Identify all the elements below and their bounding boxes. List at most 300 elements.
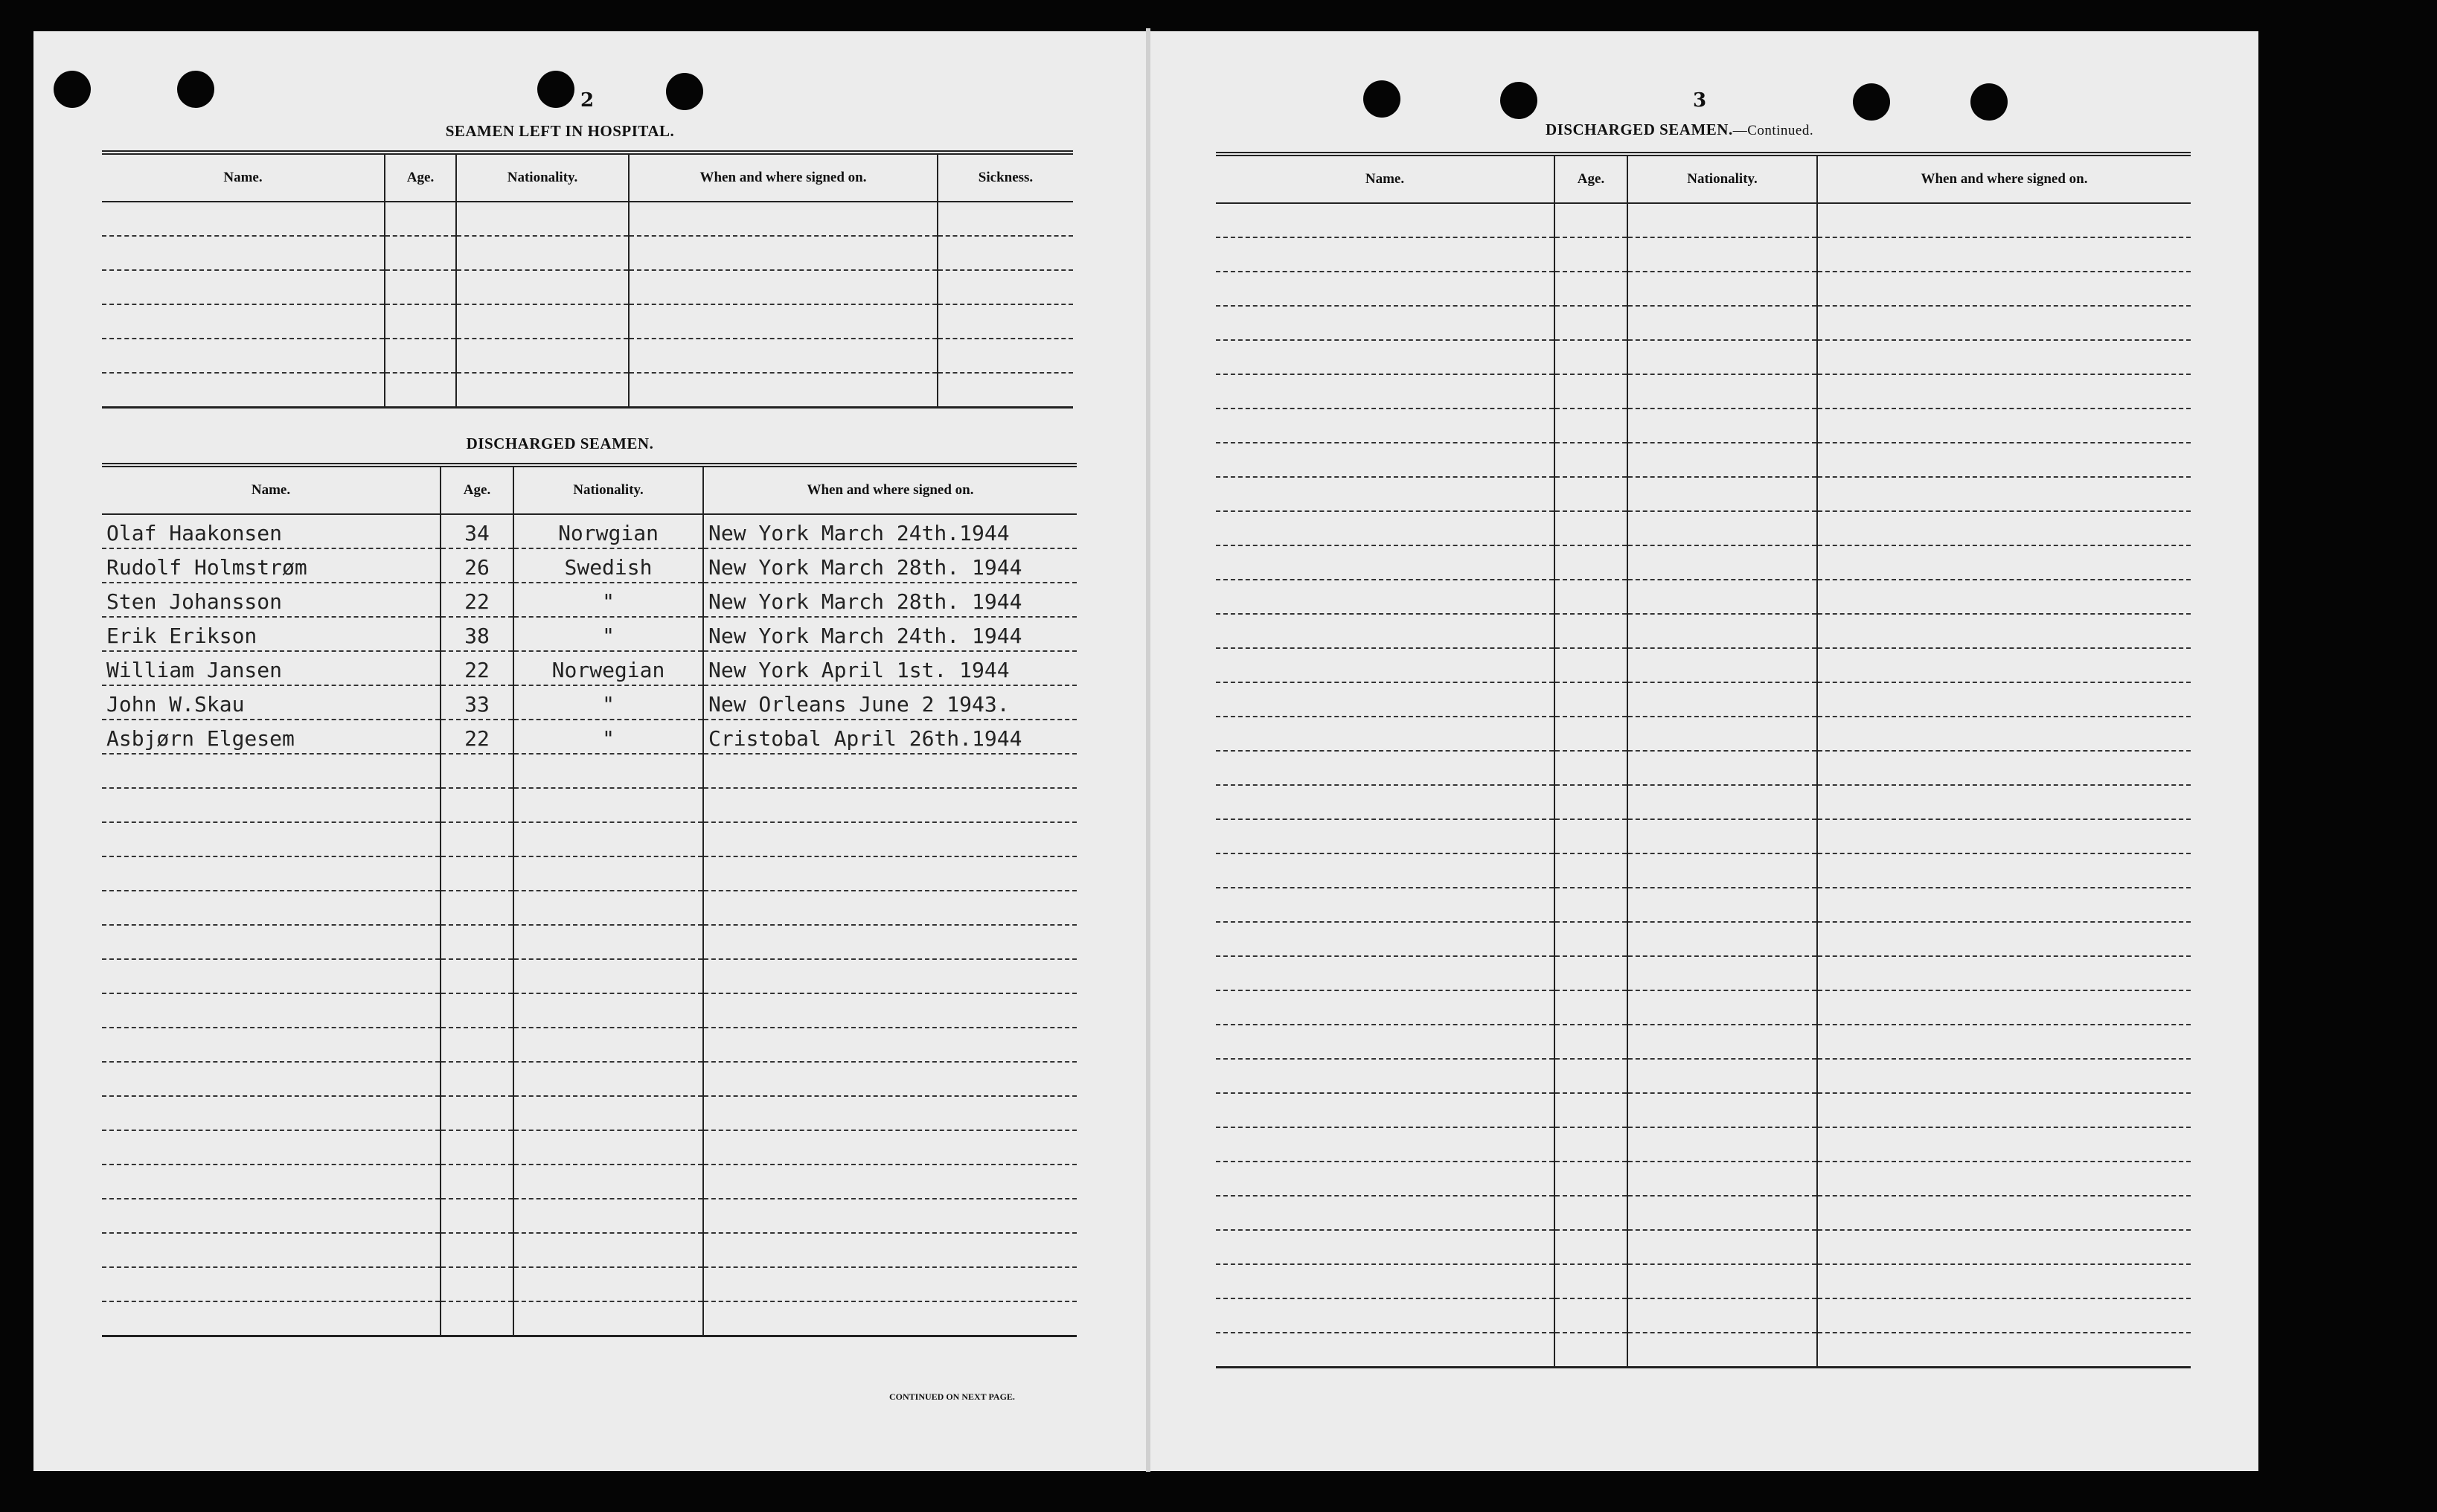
blank-cell: [1627, 545, 1817, 580]
cell-nationality: ": [513, 685, 703, 720]
page-number: 3: [1693, 89, 1707, 112]
table-row: [102, 617, 1077, 651]
cell-nationality: ": [513, 720, 703, 754]
blank-cell: [102, 1199, 441, 1233]
blank-cell: [1627, 648, 1817, 682]
blank-cell: [1216, 751, 1554, 785]
blank-cell: [1554, 237, 1627, 272]
blank-cell: [1554, 853, 1627, 888]
cell-signed-on: New Orleans June 2 1943.: [703, 685, 1077, 720]
blank-cell: [1554, 1127, 1627, 1162]
cell-age: 22: [441, 720, 513, 754]
blank-cell: [1627, 888, 1817, 922]
column-header-name: Name.: [102, 465, 441, 514]
blank-cell: [102, 1028, 441, 1062]
table-row: [1216, 785, 2191, 819]
blank-cell: [1554, 409, 1627, 443]
blank-cell: [102, 1301, 441, 1336]
table-row: [1216, 409, 2191, 443]
blank-cell: [1817, 648, 2191, 682]
cell-age: 33: [441, 685, 513, 720]
blank-cell: [102, 202, 385, 236]
blank-cell: [1627, 614, 1817, 648]
blank-cell: [1817, 614, 2191, 648]
column-header-sickness: Sickness.: [938, 153, 1073, 202]
blank-cell: [385, 236, 456, 270]
blank-cell: [1554, 511, 1627, 545]
table-row: [1216, 545, 2191, 580]
blank-cell: [441, 754, 513, 788]
column-header-nationality: Nationality.: [456, 153, 629, 202]
blank-cell: [1554, 922, 1627, 956]
table-row: [1216, 1127, 2191, 1162]
blank-cell: [1554, 682, 1627, 717]
table-row: [1216, 306, 2191, 340]
blank-cell: [1627, 1298, 1817, 1333]
hospital-section-title: SEAMEN LEFT IN HOSPITAL.: [445, 122, 675, 140]
blank-cell: [1216, 237, 1554, 272]
cell-nationality: Norwgian: [513, 514, 703, 548]
blank-cell: [513, 1233, 703, 1267]
blank-cell: [513, 754, 703, 788]
blank-cell: [1216, 819, 1554, 853]
column-header-age: Age.: [385, 153, 456, 202]
blank-cell: [1554, 751, 1627, 785]
blank-cell: [1627, 203, 1817, 237]
blank-cell: [703, 822, 1077, 856]
blank-cell: [441, 993, 513, 1028]
blank-cell: [385, 270, 456, 304]
blank-cell: [1554, 374, 1627, 409]
cell-name: Asbjørn Elgesem: [102, 720, 441, 754]
blank-cell: [456, 373, 629, 408]
blank-cell: [1216, 272, 1554, 306]
blank-cell: [629, 270, 938, 304]
blank-cell: [1817, 1264, 2191, 1298]
table-row: [1216, 237, 2191, 272]
discharged-section-title: DISCHARGED SEAMEN.: [466, 435, 654, 452]
table-row: [102, 1130, 1077, 1165]
blank-cell: [1554, 819, 1627, 853]
cell-age: 22: [441, 583, 513, 617]
blank-cell: [441, 822, 513, 856]
blank-cell: [441, 1301, 513, 1336]
blank-cell: [1554, 717, 1627, 751]
blank-cell: [703, 993, 1077, 1028]
blank-cell: [1627, 1162, 1817, 1196]
hospital-table: [102, 150, 1073, 409]
cell-name: Erik Erikson: [102, 617, 441, 651]
blank-cell: [703, 1267, 1077, 1301]
blank-cell: [1817, 340, 2191, 374]
table-row: [102, 1267, 1077, 1301]
table-row: [1216, 203, 2191, 237]
table-row: [102, 891, 1077, 925]
table-row: [1216, 272, 2191, 306]
blank-cell: [1554, 272, 1627, 306]
blank-cell: [102, 959, 441, 993]
cell-signed-on: New York March 24th.1944: [703, 514, 1077, 548]
blank-cell: [1627, 511, 1817, 545]
column-header-age: Age.: [1554, 154, 1627, 203]
blank-cell: [938, 339, 1073, 373]
blank-cell: [513, 1199, 703, 1233]
blank-cell: [1627, 306, 1817, 340]
blank-cell: [102, 1130, 441, 1165]
blank-cell: [703, 1130, 1077, 1165]
blank-cell: [441, 788, 513, 822]
blank-cell: [1216, 203, 1554, 237]
blank-cell: [629, 202, 938, 236]
table-row: [102, 685, 1077, 720]
table-row: [102, 236, 1073, 270]
blank-cell: [1817, 443, 2191, 477]
blank-cell: [1627, 409, 1817, 443]
blank-cell: [441, 1096, 513, 1130]
blank-cell: [1216, 1127, 1554, 1162]
blank-cell: [1554, 1298, 1627, 1333]
cell-signed-on: New York March 24th. 1944: [703, 617, 1077, 651]
blank-cell: [703, 1096, 1077, 1130]
column-header-name: Name.: [102, 153, 385, 202]
blank-cell: [456, 339, 629, 373]
table-row: [1216, 1230, 2191, 1264]
blank-cell: [1817, 717, 2191, 751]
cell-name: Rudolf Holmstrøm: [102, 548, 441, 583]
table-row: [1216, 717, 2191, 751]
blank-cell: [1216, 1230, 1554, 1264]
table-row: [102, 373, 1073, 408]
blank-cell: [1627, 682, 1817, 717]
cell-age: 22: [441, 651, 513, 685]
cell-nationality: ": [513, 583, 703, 617]
blank-cell: [513, 1028, 703, 1062]
blank-cell: [1554, 614, 1627, 648]
table-row: [1216, 1025, 2191, 1059]
blank-cell: [513, 1267, 703, 1301]
blank-cell: [102, 373, 385, 408]
blank-cell: [1216, 1162, 1554, 1196]
blank-cell: [1817, 203, 2191, 237]
blank-cell: [1554, 648, 1627, 682]
blank-cell: [703, 754, 1077, 788]
blank-cell: [102, 304, 385, 339]
blank-cell: [1817, 1162, 2191, 1196]
table-row: [1216, 990, 2191, 1025]
cell-signed-on: Cristobal April 26th.1944: [703, 720, 1077, 754]
blank-cell: [703, 891, 1077, 925]
table-row: [1216, 922, 2191, 956]
table-row: [1216, 853, 2191, 888]
blank-cell: [1817, 511, 2191, 545]
column-header-nationality: Nationality.: [1627, 154, 1817, 203]
blank-cell: [1216, 682, 1554, 717]
blank-cell: [1216, 1298, 1554, 1333]
blank-cell: [1554, 1264, 1627, 1298]
cell-nationality: Swedish: [513, 548, 703, 583]
blank-cell: [1627, 922, 1817, 956]
blank-cell: [1627, 1230, 1817, 1264]
left-page: [33, 31, 1146, 1471]
blank-cell: [1627, 751, 1817, 785]
table-row: [1216, 682, 2191, 717]
table-row: [1216, 1298, 2191, 1333]
cell-signed-on: New York April 1st. 1944: [703, 651, 1077, 685]
table-row: [102, 993, 1077, 1028]
blank-cell: [1216, 409, 1554, 443]
table-row: [102, 270, 1073, 304]
blank-cell: [441, 1028, 513, 1062]
blank-cell: [513, 856, 703, 891]
blank-cell: [513, 788, 703, 822]
blank-cell: [938, 304, 1073, 339]
blank-cell: [703, 925, 1077, 959]
blank-cell: [629, 373, 938, 408]
blank-cell: [456, 304, 629, 339]
blank-cell: [1554, 1230, 1627, 1264]
discharged-table: [102, 463, 1077, 1337]
blank-cell: [102, 339, 385, 373]
blank-cell: [1627, 1127, 1817, 1162]
blank-cell: [1817, 853, 2191, 888]
blank-cell: [1554, 888, 1627, 922]
blank-cell: [441, 1130, 513, 1165]
table-row: [1216, 1333, 2191, 1368]
blank-cell: [629, 304, 938, 339]
table-row: [102, 1233, 1077, 1267]
blank-cell: [1216, 717, 1554, 751]
blank-cell: [1216, 1333, 1554, 1368]
blank-cell: [1817, 751, 2191, 785]
blank-cell: [1554, 340, 1627, 374]
blank-cell: [1216, 1093, 1554, 1127]
blank-cell: [1216, 374, 1554, 409]
table-row: [102, 925, 1077, 959]
blank-cell: [1216, 1264, 1554, 1298]
blank-cell: [1817, 1230, 2191, 1264]
discharged-continued-title: [1546, 121, 2258, 139]
blank-cell: [703, 1233, 1077, 1267]
table-row: [1216, 1059, 2191, 1093]
blank-cell: [441, 1233, 513, 1267]
blank-cell: [513, 822, 703, 856]
table-row: [1216, 580, 2191, 614]
blank-cell: [1627, 1333, 1817, 1368]
blank-cell: [703, 856, 1077, 891]
blank-cell: [703, 1199, 1077, 1233]
blank-cell: [1554, 203, 1627, 237]
blank-cell: [1554, 1025, 1627, 1059]
blank-cell: [938, 202, 1073, 236]
blank-cell: [1817, 545, 2191, 580]
blank-cell: [1554, 545, 1627, 580]
blank-cell: [1216, 922, 1554, 956]
blank-cell: [385, 304, 456, 339]
blank-cell: [1554, 785, 1627, 819]
blank-cell: [1817, 785, 2191, 819]
blank-cell: [513, 959, 703, 993]
blank-cell: [441, 1267, 513, 1301]
blank-cell: [513, 925, 703, 959]
blank-cell: [1817, 306, 2191, 340]
blank-cell: [938, 236, 1073, 270]
column-header-signed-on: When and where signed on.: [703, 465, 1077, 514]
blank-cell: [1627, 580, 1817, 614]
blank-cell: [1554, 477, 1627, 511]
cell-age: 26: [441, 548, 513, 583]
blank-cell: [1627, 717, 1817, 751]
table-row: [102, 822, 1077, 856]
blank-cell: [1627, 956, 1817, 990]
blank-cell: [703, 788, 1077, 822]
blank-cell: [102, 270, 385, 304]
table-row: [102, 548, 1077, 583]
blank-cell: [1216, 648, 1554, 682]
table-row: [1216, 340, 2191, 374]
blank-cell: [1216, 614, 1554, 648]
blank-cell: [456, 270, 629, 304]
blank-cell: [1216, 340, 1554, 374]
table-row: [1216, 1093, 2191, 1127]
blank-cell: [102, 1062, 441, 1096]
cell-name: William Jansen: [102, 651, 441, 685]
blank-cell: [703, 959, 1077, 993]
blank-cell: [1817, 477, 2191, 511]
blank-cell: [703, 1301, 1077, 1336]
cell-name: John W.Skau: [102, 685, 441, 720]
blank-cell: [1216, 443, 1554, 477]
blank-cell: [1817, 409, 2191, 443]
blank-cell: [1216, 956, 1554, 990]
blank-cell: [1817, 580, 2191, 614]
blank-cell: [102, 1096, 441, 1130]
blank-cell: [1216, 990, 1554, 1025]
blank-cell: [1554, 990, 1627, 1025]
blank-cell: [456, 202, 629, 236]
blank-cell: [1627, 853, 1817, 888]
blank-cell: [1817, 1059, 2191, 1093]
blank-cell: [441, 1165, 513, 1199]
blank-cell: [1554, 1162, 1627, 1196]
blank-cell: [441, 891, 513, 925]
blank-cell: [102, 856, 441, 891]
blank-cell: [1216, 1025, 1554, 1059]
cell-signed-on: New York March 28th. 1944: [703, 548, 1077, 583]
blank-cell: [1216, 1059, 1554, 1093]
cell-signed-on: New York March 28th. 1944: [703, 583, 1077, 617]
blank-cell: [441, 1062, 513, 1096]
column-header-age: Age.: [441, 465, 513, 514]
blank-cell: [513, 1062, 703, 1096]
table-row: [102, 583, 1077, 617]
blank-cell: [1554, 1093, 1627, 1127]
cell-nationality: Norwegian: [513, 651, 703, 685]
blank-cell: [102, 1233, 441, 1267]
table-row: [1216, 374, 2191, 409]
blank-cell: [1216, 853, 1554, 888]
blank-cell: [703, 1028, 1077, 1062]
blank-cell: [102, 754, 441, 788]
table-row: [102, 514, 1077, 548]
blank-cell: [102, 993, 441, 1028]
blank-cell: [629, 339, 938, 373]
blank-cell: [1817, 1025, 2191, 1059]
table-row: [102, 304, 1073, 339]
table-row: [102, 1096, 1077, 1130]
blank-cell: [513, 1165, 703, 1199]
table-row: [102, 339, 1073, 373]
blank-cell: [513, 1096, 703, 1130]
blank-cell: [441, 959, 513, 993]
blank-cell: [1216, 477, 1554, 511]
table-row: [102, 788, 1077, 822]
blank-cell: [1216, 306, 1554, 340]
blank-cell: [1817, 1196, 2191, 1230]
blank-cell: [1554, 1059, 1627, 1093]
blank-cell: [441, 925, 513, 959]
blank-cell: [1554, 1333, 1627, 1368]
table-row: [1216, 1162, 2191, 1196]
blank-cell: [385, 202, 456, 236]
table-row: [102, 959, 1077, 993]
column-header-signed-on: When and where signed on.: [629, 153, 938, 202]
blank-cell: [1817, 922, 2191, 956]
discharged-continued-table: [1216, 152, 2191, 1368]
table-row: [102, 1165, 1077, 1199]
blank-cell: [1627, 1093, 1817, 1127]
blank-cell: [456, 236, 629, 270]
cell-age: 38: [441, 617, 513, 651]
blank-cell: [1817, 888, 2191, 922]
blank-cell: [513, 1130, 703, 1165]
blank-cell: [513, 993, 703, 1028]
column-header-signed-on: When and where signed on.: [1817, 154, 2191, 203]
title-main: DISCHARGED SEAMEN.: [1546, 121, 1733, 138]
blank-cell: [1627, 1025, 1817, 1059]
blank-cell: [1817, 272, 2191, 306]
table-row: [102, 1028, 1077, 1062]
blank-cell: [1554, 1196, 1627, 1230]
blank-cell: [629, 236, 938, 270]
table-row: [102, 856, 1077, 891]
cell-nationality: ": [513, 617, 703, 651]
blank-cell: [1627, 477, 1817, 511]
table-row: [102, 202, 1073, 236]
blank-cell: [102, 925, 441, 959]
blank-cell: [1216, 580, 1554, 614]
table-row: [102, 720, 1077, 754]
right-page: [1150, 31, 2258, 1471]
blank-cell: [385, 339, 456, 373]
table-row: [1216, 477, 2191, 511]
blank-cell: [102, 891, 441, 925]
table-row: [1216, 443, 2191, 477]
blank-cell: [385, 373, 456, 408]
blank-cell: [1627, 340, 1817, 374]
blank-cell: [1627, 1264, 1817, 1298]
blank-cell: [1627, 1196, 1817, 1230]
blank-cell: [1817, 682, 2191, 717]
blank-cell: [441, 856, 513, 891]
title-continued: —Continued.: [1732, 123, 1814, 138]
table-row: [102, 754, 1077, 788]
blank-cell: [1817, 956, 2191, 990]
continued-note: CONTINUED ON NEXT PAGE.: [889, 1391, 1015, 1402]
blank-cell: [1554, 306, 1627, 340]
table-row: [1216, 1196, 2191, 1230]
blank-cell: [1627, 1059, 1817, 1093]
cell-name: Olaf Haakonsen: [102, 514, 441, 548]
